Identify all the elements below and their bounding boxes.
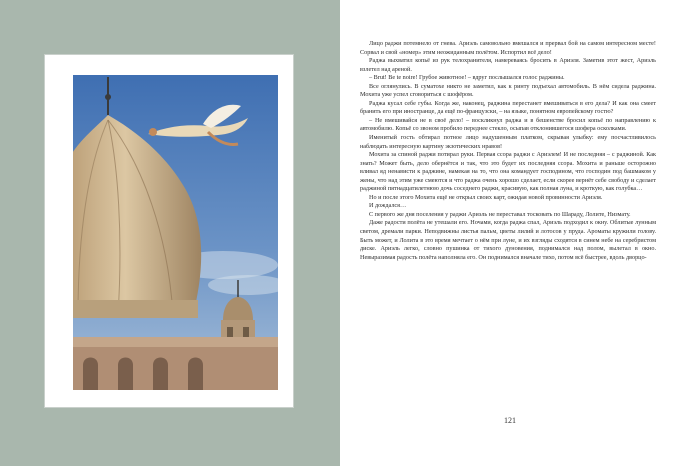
lower-building: [73, 337, 278, 390]
paragraph: Именитый гость обтирал потное лицо надушенным платком, скрывая улыбку: ему посчастливилось наблюдать интересную картину экзотических нравов!: [360, 134, 656, 150]
illustration: [73, 75, 278, 390]
paragraph: Раджа кусал себе губы. Когда же, наконец, раджина перестанет вмешиваться в его дела? И как она смеет бранить его при иностранце, да ещё по-французски, – на языке, понятном европейскому гостю?: [360, 99, 656, 116]
illustration-painting: [73, 75, 278, 390]
paragraph: Раджа выхватил копьё из рук телохранителя, намереваясь бросить в Ариэля. Заметив этот жест, Ариэль взлетел над ареной.: [360, 57, 656, 73]
paragraph: – Brut! Be te noire! Грубое животное! – вдруг послышался голос раджины.: [369, 74, 565, 82]
paragraph: Мохита за спиной раджи потирал руки. Первая ссора раджи с Ариэлем! И не последняя – с раджиной. Как знать? Может быть, дело обернётся и так, что это будет их последняя ссора. Мохита и раньше осторожно вливал яд ненависти к раджине, намекая на то, что она командует господином, что господин под башмаком у жены, что над этим уже смеются и что раджа очень хорошо сделает, если скорее вернёт себе свободу и сделает раджиной пятнадцатилетнюю дочь соседнего раджи, красивую, как полная луна, и кроткую, как голубка…: [360, 151, 656, 193]
paragraph: Все оглянулись. В суматохе никто не заметил, как к ринту подъехал автомобиль. В нём сидела раджина. Мохита уже успел сговориться с шофёром.: [360, 82, 656, 99]
paragraph: Лицо раджи потемнело от гнева. Ариэль самовольно вмешался и прервал бой на самом интересном месте! Сорвал и свой «номер» этим неожиданным полётом. Испортил всё дело!: [360, 40, 656, 56]
paragraph: Даже радости полёта не утешали его. Ночами, когда раджа спал, Ариэль подходил к окну. Облитые лунным светом, дремали парки. Неподвижны листья пальм, цветы лилий и лотосов у пруда. Ароматы кружили голову. Быть может, и Лолита в это время мечтает о нём при луне, и их взгляды сходятся в синем небе на серебристом диске. Ариэль легко, словно пушинка от тихого дуновения, поднимался над полом, вылетал в окно. Невыразимая радость полёта наполняла его. Он поднимался вначале тихо, потом всё быстрее, вдоль дворцо-: [360, 219, 656, 261]
paragraph: С первого же дня поселения у раджи Ариэль не переставал тосковать по Шараду, Лолите, Низмату.: [369, 210, 631, 218]
illustration-frame: [45, 55, 293, 407]
text-column: [360, 40, 656, 262]
paragraph: И дождался…: [369, 202, 407, 210]
paragraph: – Не вмешивайся не в своё дело! – воскликнул раджа и в бешенстве бросил копьё по направлению к автомобилю. Копьё со звоном пробило переднее стекло, осыпав отклонившегося шофера осколками.: [360, 116, 656, 133]
page-number: 121: [504, 416, 516, 425]
paragraph: Но и после этого Мохита ещё не открыл своих карт, ожидая новой провинности Ариэля.: [369, 193, 603, 201]
right-page: [340, 0, 680, 466]
